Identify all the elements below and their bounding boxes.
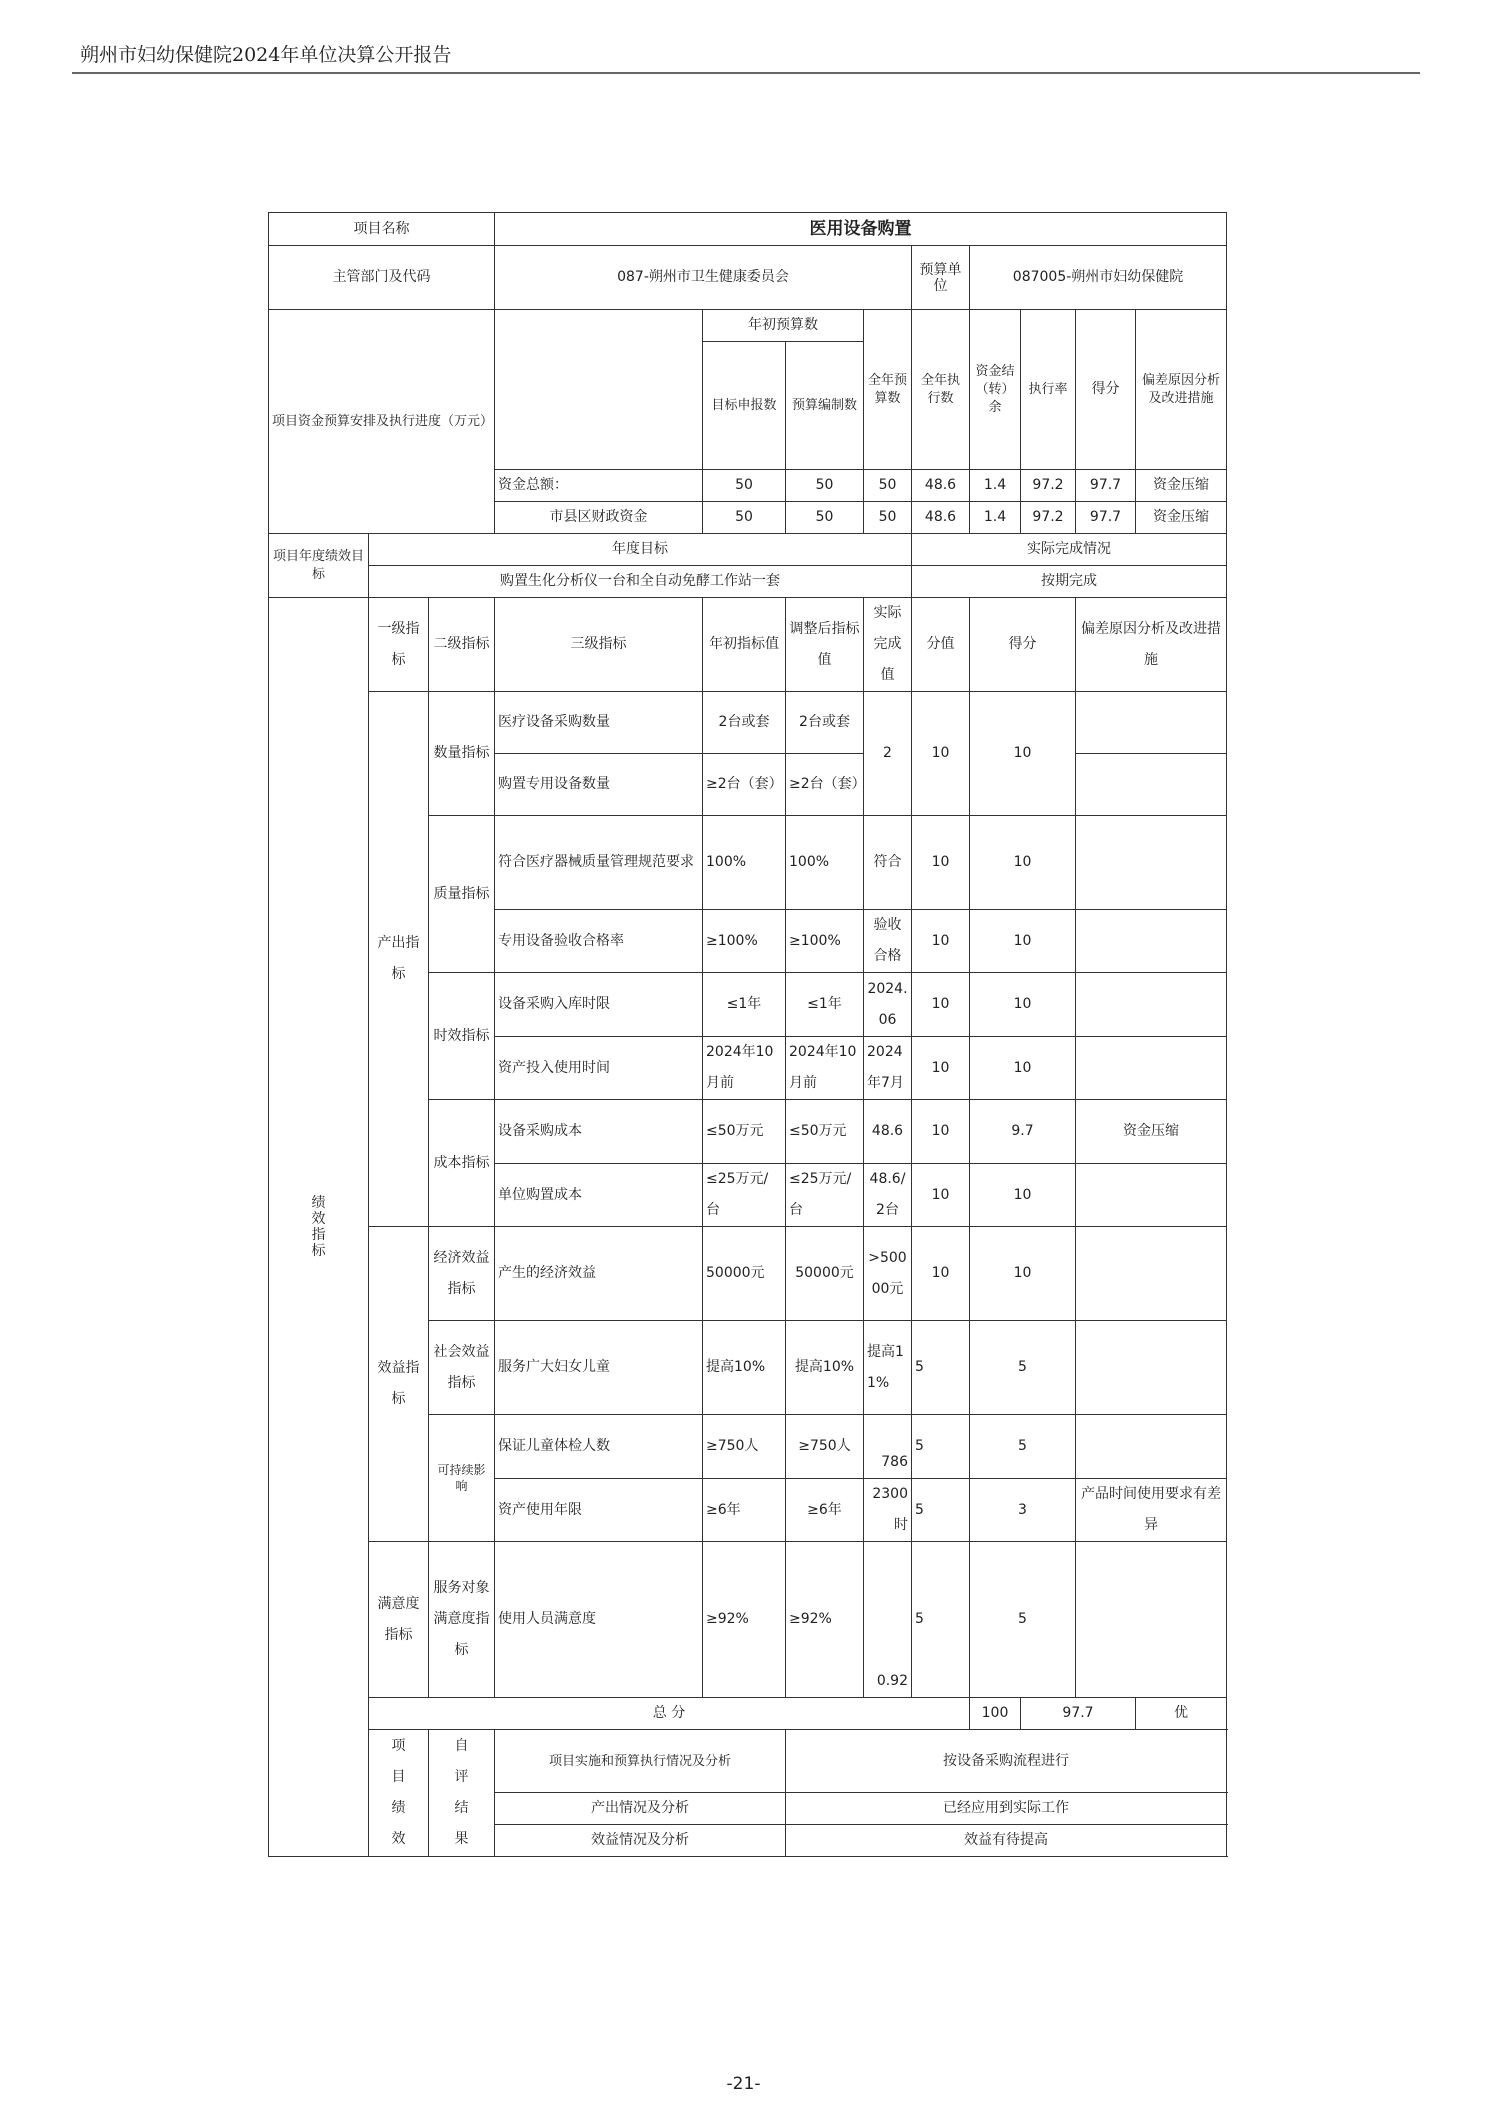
r6-reason (1076, 1037, 1227, 1100)
r7-score: 9.7 (970, 1100, 1076, 1164)
budget-total-balance: 1.4 (970, 470, 1021, 502)
goal-label: 项目年度绩效目标 (269, 534, 369, 598)
budget-total-target: 50 (703, 470, 786, 502)
r5-reason (1076, 973, 1227, 1037)
r7-reason: 资金压缩 (1076, 1100, 1227, 1164)
budget-header-score: 得分 (1076, 310, 1136, 470)
r11-actual: 786 (864, 1415, 912, 1479)
r11-initial: ≥750人 (703, 1415, 786, 1479)
r11-name: 保证儿童体检人数 (495, 1415, 703, 1479)
r13-actual: 0.92 (864, 1542, 912, 1698)
r9-weight: 10 (912, 1227, 970, 1321)
r3-score: 10 (970, 816, 1076, 910)
budget-fiscal-name: 市县区财政资金 (495, 502, 703, 534)
r6-initial: 2024年10月前 (703, 1037, 786, 1100)
r4-weight: 10 (912, 910, 970, 973)
r10-reason (1076, 1321, 1227, 1415)
budget-total-rate: 97.2 (1021, 470, 1076, 502)
goal-actual: 按期完成 (912, 566, 1227, 598)
table-row (269, 1542, 1227, 1698)
level1-satisfaction: 满意度指标 (369, 1542, 429, 1698)
r13-name: 使用人员满意度 (495, 1542, 703, 1698)
row-eval-1 (269, 1730, 1227, 1793)
r3-initial: 100% (703, 816, 786, 910)
eval-item-1-label: 项目实施和预算执行情况及分析 (495, 1730, 786, 1793)
total-label: 总 分 (369, 1698, 970, 1730)
r4-actual: 验收合格 (864, 910, 912, 973)
total-weight: 100 (970, 1698, 1021, 1730)
goal-actual-label: 实际完成情况 (912, 534, 1227, 566)
r8-adjusted: ≤25万元/台 (786, 1164, 864, 1227)
goal-annual-target: 购置生化分析仪一台和全自动免酵工作站一套 (369, 566, 912, 598)
r9-reason (1076, 1227, 1227, 1321)
r7-adjusted: ≤50万元 (786, 1100, 864, 1164)
r6-actual: 2024年7月 (864, 1037, 912, 1100)
indicator-section-text: 绩效指标 (311, 1195, 326, 1259)
indicator-header-level2: 二级指标 (429, 598, 495, 692)
budget-header-full-year: 全年预算数 (864, 310, 912, 470)
budget-total-score: 97.7 (1076, 470, 1136, 502)
r4-name: 专用设备验收合格率 (495, 910, 703, 973)
budget-fiscal-reason: 资金压缩 (1136, 502, 1227, 534)
r10-weight: 5 (912, 1321, 970, 1415)
r4-adjusted: ≥100% (786, 910, 864, 973)
r2-adjusted: ≥2台（套） (786, 754, 864, 816)
budget-section-label: 项目资金预算安排及执行进度（万元） (269, 310, 495, 534)
level2-quality: 质量指标 (429, 816, 495, 973)
indicator-header-reason: 偏差原因分析及改进措施 (1076, 598, 1227, 692)
project-name-value: 医用设备购置 (495, 213, 1227, 246)
page-number: -21- (726, 2074, 761, 2094)
budget-fiscal-rate: 97.2 (1021, 502, 1076, 534)
r7-name: 设备采购成本 (495, 1100, 703, 1164)
r5-adjusted: ≤1年 (786, 973, 864, 1037)
goal-annual-target-label: 年度目标 (369, 534, 912, 566)
r2-name: 购置专用设备数量 (495, 754, 703, 816)
r8-reason (1076, 1164, 1227, 1227)
r8-name: 单位购置成本 (495, 1164, 703, 1227)
level2-quantity: 数量指标 (429, 692, 495, 816)
r12-name: 资产使用年限 (495, 1479, 703, 1542)
r11-adjusted: ≥750人 (786, 1415, 864, 1479)
r1-initial: 2台或套 (703, 692, 786, 754)
r4-score: 10 (970, 910, 1076, 973)
r5-actual: 2024.06 (864, 973, 912, 1037)
r6-score: 10 (970, 1037, 1076, 1100)
total-score: 97.7 (1021, 1698, 1136, 1730)
indicator-header-weight: 分值 (912, 598, 970, 692)
row-department (269, 246, 1227, 310)
level1-output: 产出指标 (369, 692, 429, 1227)
eval-label (369, 1730, 429, 1857)
budget-fiscal-balance: 1.4 (970, 502, 1021, 534)
r9-name: 产生的经济效益 (495, 1227, 703, 1321)
r2-reason (1076, 754, 1227, 816)
budget-fiscal-full-year: 50 (864, 502, 912, 534)
level2-service: 服务对象满意度指标 (429, 1542, 495, 1698)
r6-name: 资产投入使用时间 (495, 1037, 703, 1100)
eval-item-2-value: 已经应用到实际工作 (786, 1793, 1227, 1825)
r3-reason (1076, 816, 1227, 910)
budget-total-reason: 资金压缩 (1136, 470, 1227, 502)
r5-name: 设备采购入库时限 (495, 973, 703, 1037)
r12-shared-actual: 2 (864, 692, 912, 816)
indicator-header-actual: 实际完成值 (864, 598, 912, 692)
eval-label-text: 项目绩效 (391, 1738, 406, 1847)
budget-fiscal-executed: 48.6 (912, 502, 970, 534)
r12-shared-score: 10 (970, 692, 1076, 816)
budget-header-executed: 全年执行数 (912, 310, 970, 470)
r10-adjusted: 提高10% (786, 1321, 864, 1415)
r11-weight: 5 (912, 1415, 970, 1479)
row-budget-header-1 (269, 310, 1227, 342)
r11-score: 5 (970, 1415, 1076, 1479)
r8-initial: ≤25万元/台 (703, 1164, 786, 1227)
total-grade: 优 (1136, 1698, 1227, 1730)
r8-actual: 48.6/2台 (864, 1164, 912, 1227)
r12-score: 3 (970, 1479, 1076, 1542)
report-header-title: 朔州市妇幼保健院2024年单位决算公开报告 (80, 44, 452, 66)
r13-adjusted: ≥92% (786, 1542, 864, 1698)
eval-self-text: 自评结果 (454, 1738, 469, 1847)
budget-header-blank (495, 310, 703, 470)
eval-self-label (429, 1730, 495, 1857)
r12-actual: 2300时 (864, 1479, 912, 1542)
eval-item-3-label: 效益情况及分析 (495, 1825, 786, 1857)
budget-header-reason: 偏差原因分析及改进措施 (1136, 310, 1227, 470)
r12-reason: 产品时间使用要求有差异 (1076, 1479, 1227, 1542)
table-row (269, 692, 1227, 754)
r9-initial: 50000元 (703, 1227, 786, 1321)
r10-initial: 提高10% (703, 1321, 786, 1415)
budget-total-name: 资金总额： (495, 470, 703, 502)
r13-initial: ≥92% (703, 1542, 786, 1698)
row-indicator-header (269, 598, 1227, 692)
r5-weight: 10 (912, 973, 970, 1037)
budget-unit-value: 087005-朔州市妇幼保健院 (970, 246, 1227, 310)
r8-weight: 10 (912, 1164, 970, 1227)
level2-economic: 经济效益指标 (429, 1227, 495, 1321)
budget-header-balance: 资金结（转）余 (970, 310, 1021, 470)
r1-adjusted: 2台或套 (786, 692, 864, 754)
r5-initial: ≤1年 (703, 973, 786, 1037)
r9-score: 10 (970, 1227, 1076, 1321)
budget-total-executed: 48.6 (912, 470, 970, 502)
level1-benefit: 效益指标 (369, 1227, 429, 1542)
r13-reason (1076, 1542, 1227, 1698)
r10-actual: 提高11% (864, 1321, 912, 1415)
r12-adjusted: ≥6年 (786, 1479, 864, 1542)
r7-initial: ≤50万元 (703, 1100, 786, 1164)
r4-initial: ≥100% (703, 910, 786, 973)
r9-actual: >50000元 (864, 1227, 912, 1321)
r3-name: 符合医疗器械质量管理规范要求 (495, 816, 703, 910)
r3-weight: 10 (912, 816, 970, 910)
row-total (269, 1698, 1227, 1730)
r11-reason (1076, 1415, 1227, 1479)
budget-total-full-year: 50 (864, 470, 912, 502)
r2-initial: ≥2台（套） (703, 754, 786, 816)
indicator-header-level1: 一级指标 (369, 598, 429, 692)
level2-timeliness: 时效指标 (429, 973, 495, 1100)
budget-fiscal-score: 97.7 (1076, 502, 1136, 534)
eval-item-2-label: 产出情况及分析 (495, 1793, 786, 1825)
budget-header-rate: 执行率 (1021, 310, 1076, 470)
r4-reason (1076, 910, 1227, 973)
indicator-header-initial: 年初指标值 (703, 598, 786, 692)
indicator-section-label (269, 598, 369, 1857)
budget-unit-label: 预算单位 (912, 246, 970, 310)
budget-fiscal-compiled: 50 (786, 502, 864, 534)
budget-header-initial: 年初预算数 (703, 310, 864, 342)
r12-shared-weight: 10 (912, 692, 970, 816)
indicator-header-score: 得分 (970, 598, 1076, 692)
budget-header-compiled: 预算编制数 (786, 342, 864, 470)
r3-adjusted: 100% (786, 816, 864, 910)
row-goal-header (269, 534, 1227, 566)
indicator-header-adjusted: 调整后指标值 (786, 598, 864, 692)
r13-weight: 5 (912, 1542, 970, 1698)
eval-item-1-value: 按设备采购流程进行 (786, 1730, 1227, 1793)
project-name-label: 项目名称 (269, 213, 495, 246)
budget-total-compiled: 50 (786, 470, 864, 502)
level2-sustain: 可持续影响 (429, 1415, 495, 1542)
r7-weight: 10 (912, 1100, 970, 1164)
dept-label: 主管部门及代码 (269, 246, 495, 310)
r13-score: 5 (970, 1542, 1076, 1698)
row-goal-value (269, 566, 1227, 598)
eval-item-3-value: 效益有待提高 (786, 1825, 1227, 1857)
performance-evaluation-table (268, 212, 1227, 1857)
r10-name: 服务广大妇女儿童 (495, 1321, 703, 1415)
r10-score: 5 (970, 1321, 1076, 1415)
row-project-name (269, 213, 1227, 246)
level2-cost: 成本指标 (429, 1100, 495, 1227)
table-row (269, 1227, 1227, 1321)
r3-actual: 符合 (864, 816, 912, 910)
r6-weight: 10 (912, 1037, 970, 1100)
r12-initial: ≥6年 (703, 1479, 786, 1542)
r6-adjusted: 2024年10月前 (786, 1037, 864, 1100)
budget-fiscal-target: 50 (703, 502, 786, 534)
budget-header-target: 目标申报数 (703, 342, 786, 470)
level2-social: 社会效益指标 (429, 1321, 495, 1415)
r1-name: 医疗设备采购数量 (495, 692, 703, 754)
dept-value: 087-朔州市卫生健康委员会 (495, 246, 912, 310)
r9-adjusted: 50000元 (786, 1227, 864, 1321)
r1-reason (1076, 692, 1227, 754)
r12-weight: 5 (912, 1479, 970, 1542)
indicator-header-level3: 三级指标 (495, 598, 703, 692)
r7-actual: 48.6 (864, 1100, 912, 1164)
header-divider (72, 72, 1420, 74)
r8-score: 10 (970, 1164, 1076, 1227)
r5-score: 10 (970, 973, 1076, 1037)
